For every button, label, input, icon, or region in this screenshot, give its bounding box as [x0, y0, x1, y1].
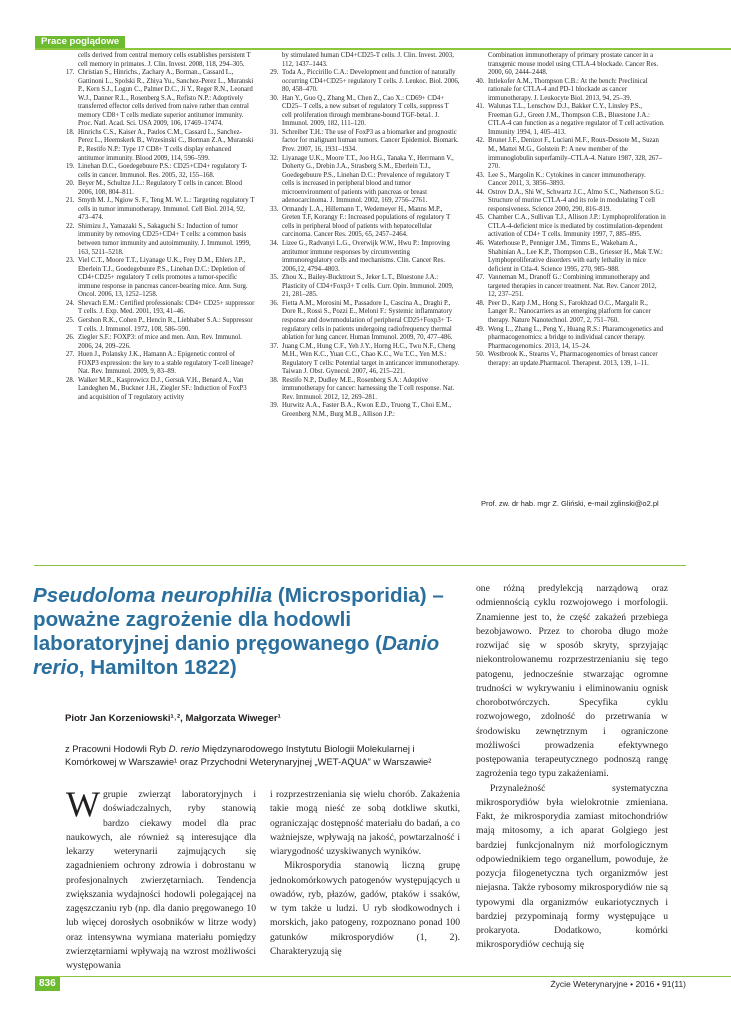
reference-text: cells derived from central memory cells establishes persistent T cell memory in primates. J. Clin. Invest. 2008, 118, 294–305. — [78, 52, 251, 68]
reference-item — [270, 377, 460, 403]
reference-number: 34. — [270, 240, 279, 248]
reference-number: 25. — [66, 316, 75, 324]
reference-number: 24. — [66, 299, 75, 307]
reference-item — [66, 257, 256, 300]
reference-item — [476, 103, 666, 137]
reference-text: Shevach E.M.: Certified professionals: CD4+ CD25+ suppressor T cells. J. Exp. Med. 2001, 193, 41–46. — [78, 299, 255, 316]
reference-number: 29. — [270, 69, 279, 77]
drop-cap: W — [66, 784, 100, 824]
reference-text: Schreiber T.H.: The use of FoxP3 as a biomarker and prognostic factor for malignant human tumors. Cancer Epidemiol. Biomark. Prev. 2007, 16, 1931–1934. — [282, 128, 459, 154]
reference-text: Walunas T.L., Lenschow D.J., Bakker C.Y., Linsley P.S., Freeman G.J., Green J.M., Thompson C.B., Bluestone J.A.: CTLA-4 can function as a negative regulator of T cell activation. Immunity 1994, 1, 405–413. — [488, 103, 665, 136]
reference-text: Ormandy L.A., Hillemann T., Wedemeyer H., Manns M.P., Greten T.F, Korangy F.: Increased populations of regulatory T cells in peripheral blood of patients with hepatocellular carcinoma. Cancer Res. 2005, 65, 2457–2464. — [282, 205, 451, 239]
paragraph: one różną predylekcją narządową oraz odmiennością cyklu rozwojowego i morfologii. Znamienne jest to, że część zakażeń przebiega bezobjawowo. Przez to choroba długo może rozwijać się w sposób skryty, sprzyjając niekontrolowanemu rozprzestrzenianiu się tego patogenu, jednocześnie stwarzając ogromne trudności w wykrywaniu i eliminowaniu ognisk chorobotwórczych. Specyfika cyklu rozwojowego, zdolność do przetrwania w środowisku zewnętrznym i ograniczone możliwości prowadzenia efektywnego postępowania terapeutycznego podnoszą rangę zagrożenia tego typu zakażeniami. — [476, 583, 668, 780]
reference-number: 22. — [66, 222, 75, 230]
reference-number: 39. — [270, 402, 279, 410]
reference-number: 38. — [270, 376, 279, 384]
reference-number: 48. — [476, 299, 485, 307]
reference-text: Zhou X., Bailey-Bucktrout S., Jeker L.T., Bluestone J.A.: Plasticity of CD4+Foxp3+ T cells. Curr. Opin. Immunol. 2009, 21, 281–285. — [282, 274, 454, 299]
reference-text: Fietta A.M., Morosini M., Passadore I., Cascina A., Draghi P., Dore R., Rossi S., Pozzi E., Meloni F.: Systemic inflammatory response and downmodulation of peripheral CD25+Foxp3+ T-regulatory cells in patients undergoing radiofrequency thermal ablation for lung cancer. Human Immunol. 2009, 70, 477–486. — [282, 299, 453, 342]
reference-item — [66, 377, 256, 403]
reference-text: Chamber C.A., Sullivan T.J., Allison J.P.: Lymphoproliferation in CTLA-4-deficient mice is mediated by costimulation-dependent activation of CD4+ T cells. Immunity 1997, 7, 885–895. — [488, 214, 666, 239]
affiliation-species: D. rerio — [168, 743, 200, 754]
reference-text: Ziegler S.F.: FOXP3: of mice and men. Ann. Rev. Immunol. 2006, 24, 209–226. — [78, 334, 242, 350]
reference-text: Toda A., Piccirillo C.A.: Development and function of naturally occurring CD4+CD25+ regulatory T cells. J. Leukoc. Biol. 2006, 80, 458–470. — [282, 69, 460, 94]
reference-number: 36. — [270, 299, 279, 307]
reference-number: 31. — [270, 128, 279, 136]
title-species: Pseudoloma neurophilia — [33, 584, 273, 607]
reference-text: Hinrichs C.S., Kaiser A., Paulos C.M., Cassard L., Sanchez-Perez L., Heemskerk B., Wrzesinski C., Borman Z.A., Muranski P., Restifo N.P.: Type 17 CD8+ T cells display enhanced antitumor immunity. Blood 2009, 114, 596–599. — [78, 128, 254, 162]
reference-item — [270, 206, 460, 240]
body-column-2 — [270, 788, 460, 959]
reference-item — [270, 52, 460, 69]
reference-number: 21. — [66, 197, 75, 205]
reference-item — [476, 137, 666, 171]
reference-item — [270, 69, 460, 95]
reference-item — [476, 52, 666, 78]
article-authors: Piotr Jan Korzeniowski¹˒², Małgorzata Wiweger¹ — [65, 713, 281, 724]
section-label: Prace poglądowe — [35, 36, 125, 48]
reference-text: Han Y., Guo Q., Zhang M., Chen Z., Cao X.: CD69+ CD4+ CD25– T cells, a new subset of regulatory T cells, suppress T cell proliferation through membrane-bound TGF-beta1. J. Immunol. 2009, 182, 111–120. — [282, 94, 449, 128]
reference-text: Smyth M. J., Ngiow S. F., Teng M. W. L.: Targeting regulatory T cells in tumor immunotherapy. Immunol. Cell Biol. 2014, 92, 473–474. — [78, 197, 255, 222]
references-column-2 — [270, 52, 460, 420]
reference-number: 37. — [270, 342, 279, 350]
title-part-1: (Microsporidia) – poważne zagrożenie dla hodowli laboratoryjnej danio pręgowanego ( — [33, 584, 444, 655]
reference-number: 42. — [476, 137, 485, 145]
reference-number: 26. — [66, 334, 75, 342]
reference-item — [476, 274, 666, 300]
reference-number: 27. — [66, 351, 75, 359]
reference-item — [476, 351, 666, 368]
reference-item — [270, 343, 460, 377]
reference-item — [66, 52, 256, 69]
reference-text: by stimulated human CD4+CD25-T cells. J. Clin. Invest. 2003, 112, 1437–1443. — [282, 52, 454, 68]
reference-number: 23. — [66, 257, 75, 265]
reference-item — [476, 189, 666, 215]
reference-text: Combination immunotherapy of primary prostate cancer in a transgenic mouse model using CTLA-4 blockade. Cancer Res. 2000, 60, 2444–2448. — [488, 52, 659, 77]
reference-text: Intlekofer A.M., Thompson C.B.: At the bench: Preclinical rationale for CTLA-4 and PD-1 blockade as cancer immunotherapy. J. Leukocyte Biol. 2013, 94, 25–39. — [488, 77, 648, 102]
reference-text: Westbrook K., Stearns V., Pharmacogenomics of breast cancer therapy: an update.Pharmacol. Therapeut. 2013, 139, 1–11. — [488, 351, 658, 367]
reference-item — [476, 172, 666, 189]
reference-number: 46. — [476, 240, 485, 248]
reference-item — [66, 69, 256, 129]
reference-number: 44. — [476, 188, 485, 196]
reference-number: 41. — [476, 103, 485, 111]
reference-number: 49. — [476, 325, 485, 333]
reference-text: Liyanage U.K., Moore T.T., Joo H.G., Tanaka Y., Herrmann V., Doherty G., Drebin J.A., Strasberg S.M., Eberlein T.J., Goedegebuure P.S., Linehan D.C.: Prevalence of regulatory T cells is increased in peripheral blood and tumor microenvironment of patients with pancreas or breast adenocarcinoma. J. Immunol. 2002, 169, 2756–2761. — [282, 154, 454, 205]
intro-paragraph — [66, 784, 256, 973]
reference-text: Peer D., Karp J.M., Hong S., Farokhzad O.C., Margalit R., Langer R.: Nanocarriers as an emerging platform for cancer therapy. Nature Nanotechnol. 2007, 2, 751–760. — [488, 299, 651, 324]
reference-text: Christian S., Hinrichs., Zachary A., Borman., Cassard L., Gattinoni L., Spolski R., Zhiya Yu., Sanchez-Perez L., Muranski P., Kern S.J., Logun C., Palmer D.C., Ji Y., Reger R.N., Leonard W.J., Danner R.L., Rosenberg S.A., Refisto N.P.: Adoptively transferred effector cells derived from naive rather than central memory CD8+ T cells mediate superior antitumor immunity. Proc. Natl. Acad. Sci. USA 2009, 106, 17469–17474. — [78, 69, 254, 128]
references-column-3 — [476, 52, 666, 368]
body-column-3 — [476, 582, 668, 953]
affiliation-part-1: z Pracowni Hodowli Ryb — [65, 743, 169, 754]
reference-item — [270, 155, 460, 206]
reference-text: Linehan D.C., Goedegebuure P.S.: CD25+CD4+ regulatory T-cells in cancer. Immunol. Res. 2005, 32, 155–168. — [78, 163, 248, 179]
reference-number: 33. — [270, 205, 279, 213]
reference-text: Beyer M., Schultze J.L.: Regulatory T cells in cancer. Blood 2006, 108, 804–811. — [78, 180, 242, 196]
reference-text: Lizee G., Radvanyi L.G., Overwijk W.W., Hwu P.: Improving antitumor immune responses by circumventing immunoregulatory cells and mechanisms. Clin. Cancer Res. 2006,12, 4794–4803. — [282, 240, 450, 273]
paragraph: Mikrosporydia stanowią liczną grupę jednokomórkowych patogenów występujących u owadów, ryb, płazów, gadów, ptaków i ssaków, w tym także u ludzi. U ryb słodkowodnych i morskich, jako patogeny, rozpoznano ponad 100 gatunków mikrosporydiów (1, 2). Charakteryzują się — [270, 860, 460, 957]
reference-item — [270, 300, 460, 343]
author-signature: Prof. zw. dr hab. mgr Z. Gliński, e-mail zglinski@o2.pl — [481, 499, 659, 508]
reference-item — [66, 180, 256, 197]
body-column-1 — [66, 784, 256, 973]
reference-number: 32. — [270, 154, 279, 162]
reference-item — [476, 214, 666, 240]
reference-text: Viel C.T., Moore T.T., Liyanage U.K., Frey D.M., Ehlers J.P., Eberlein T.J., Goedegebuure P.S., Linehan D.C.: Depletion of CD4+CD25+ regulatory T cells promotes a tumor-specific immune response in pancreas cancer-bearing mice. Ann. Surg. Oncol. 2006, 13, 1252–1258. — [78, 257, 248, 299]
article-title — [33, 584, 463, 680]
references-column-1 — [66, 52, 256, 402]
reference-text: Walker M.R., Kasprowicz D.J., Gersuk V.H., Benard A., Van Landeghen M., Buckner J.H., Ziegler SF.: Induction of FoxP3 and acquisition of T regulatory activity — [78, 376, 247, 401]
reference-item — [476, 240, 666, 274]
reference-text: Hurwitz A.A., Faster B.A., Kwon E.D., Truong T., Choi E.M., Greenberg N.M., Burg M.B., Allison J.P.: — [282, 402, 452, 418]
reference-item — [270, 240, 460, 274]
reference-item — [66, 197, 256, 223]
title-part-2: , Hamilton 1822) — [78, 656, 237, 679]
reference-item — [66, 163, 256, 180]
reference-item — [66, 129, 256, 163]
reference-text: Lee S., Margolin K.: Cytokines in cancer immunotherapy. Cancer 2011, 3, 3856–3893. — [488, 171, 646, 188]
reference-item — [270, 95, 460, 129]
article-affiliation — [65, 742, 465, 768]
article-separator — [34, 565, 686, 566]
header-rule — [35, 48, 731, 50]
footer-rule — [35, 976, 731, 977]
reference-item — [66, 223, 256, 257]
reference-item — [66, 317, 256, 334]
intro-text: grupie zwierząt laboratoryjnych i doświadczalnych, ryby stanowią bardzo ciekawy model dla prac naukowych, ale również są interesujące dla lekarzy weterynarii zajmujących się zagadnieniem ochrony zdrowia i dobrostanu w profesjonalnych zwierzętarniach. Tendencja zwiększania wydajności hodowli polegającej na zagęszczaniu ryb (np. dla danio pręgowanego 10 lub więcej dorosłych osobników w litrze wody) oraz intensywna wymiana materiału pomiędzy zwierzętarniami wpływają na wzrost możliwości występowania — [66, 789, 256, 971]
reference-item — [476, 78, 666, 104]
reference-number: 47. — [476, 274, 485, 282]
reference-text: Brunet J.F., Denizot F., Luciani M.F., Roux-Dessote M., Suzan M., Mattei M.G., Golstein P.: A new member of the immunoglobulin superfamily–CTLA-4. Nature 1987, 328, 267–270. — [488, 137, 663, 171]
reference-text: Huen J., Polansky J.K., Hamann A.: Epigenetic control of FOXP3 expression: the key to a stable regulatory T-cell lineage? Nat. Rev. Immunol. 2009, 9, 83–89. — [78, 351, 254, 376]
reference-item — [270, 129, 460, 155]
reference-text: Shimizu J., Yamazaki S., Sakaguchi S.: Induction of tumor immunity by removing CD25+CD4+ T cells: a common basis between tumor immunity and autoimmunity. J. Immunol. 1999, 163, 5211–5218. — [78, 222, 251, 256]
reference-text: Restifo N.P., Dudley M.E., Rosenberg S.A.: Adoptive immunotherapy for cancer: harnessing the T cell response. Nat. Rev. Immunol. 2012, 12, 269–281. — [282, 376, 455, 401]
journal-citation: Życie Weterynaryjne • 2016 • 91(11) — [550, 979, 686, 989]
reference-text: Vanneman M., Dranoff G.: Combining immunotherapy and targeted therapies in cancer treatment. Nat. Rev. Cancer 2012, 12, 237–251. — [488, 274, 657, 299]
reference-item — [66, 351, 256, 377]
reference-number: 28. — [66, 376, 75, 384]
affiliation-part-2: Międzynarodowego Instytutu Biologii Molekularnej i Komórkowej w Warszawie¹ oraz Przychodni Weterynaryjnej „WET-AQUA” w Warszawie² — [65, 743, 432, 767]
reference-item — [270, 402, 460, 419]
reference-number: 50. — [476, 351, 485, 359]
paragraph: i rozprzestrzeniania się wielu chorób. Zakażenia takie mogą nieść ze sobą dotkliwe skutki, ograniczając dostępność materiału do badań, a co ważniejsze, wpływają na jakość, powtarzalność i wiarygodność uzyskiwanych wyników. — [270, 789, 460, 857]
reference-number: 45. — [476, 214, 485, 222]
page-number: 836 — [35, 977, 60, 991]
reference-text: Gershon R.K., Cohen P., Hencin R., Liebhaber S.A.: Suppressor T cells. J. Immunol. 1972, 108, 586–590. — [78, 316, 253, 333]
reference-text: Weng L., Zhang L., Peng Y., Huang R.S.: Pharamcogenetics and pharmacogenomics: a bridge to individual cancer therapy. Pharmacogenomics. 2013, 14, 15–24. — [488, 325, 664, 350]
reference-number: 17. — [66, 69, 75, 77]
reference-number: 19. — [66, 163, 75, 171]
reference-number: 20. — [66, 180, 75, 188]
reference-item — [66, 300, 256, 317]
reference-item — [270, 274, 460, 300]
reference-number: 43. — [476, 171, 485, 179]
reference-text: Ostrov D.A., Shi W., Schwartz J.C., Almo S.C., Nathenson S.G.: Structure of murine CTLA-4 and its role in modulating T cell responsiveness. Science 2000, 290, 816–819. — [488, 188, 664, 213]
paragraph: Przynależność systematyczna mikrosporydiów była wielokrotnie zmieniana. Fakt, że mikrosporydia zamiast mitochondriów mają mitosomy, a ich aparat Golgiego jest bardziej funkcjonalnym niż morfologicznym odpowiednikiem tego organellum, powoduje, że pozycja filogenetyczna tych organizmów jest niejasna. Także rybosomy mikrosporydiów nie są typowymi dla organizmów eukariotycznych i bardziej przypominają formy występujące u prokaryota. Dodatkowo, komórki mikrosporydiów cechują się — [476, 782, 668, 951]
reference-text: Juang C.M., Hung C.F., Yeh J.Y., Horng H.C., Twu N.F., Cheng M.H., Wen K.C., Yuan C.C., Chao K.C., Wu T.C., Yen M.S.: Regulatory T cells: Potential target in anticancer immunotherapy. Taiwan J. Obst. Gynecol. 2007, 46, 215–221. — [282, 342, 460, 376]
reference-number: 30. — [270, 94, 279, 102]
reference-item — [476, 300, 666, 326]
reference-number: 40. — [476, 77, 485, 85]
reference-text: Waterhouse P., Penniger J.M., Timms E., Wakeham A., Shahinian A., Lee K.P., Thompson C.B., Griesser H., Mak T.W.: Lymphoproliferative disorders with early lethality in mice deficient in Ctla-4. Science 1995, 270, 985–988. — [488, 240, 663, 273]
reference-number: 35. — [270, 274, 279, 282]
reference-item — [66, 334, 256, 351]
title-host-species: Danio rerio — [33, 632, 440, 679]
reference-number: 18. — [66, 128, 75, 136]
reference-item — [476, 326, 666, 352]
